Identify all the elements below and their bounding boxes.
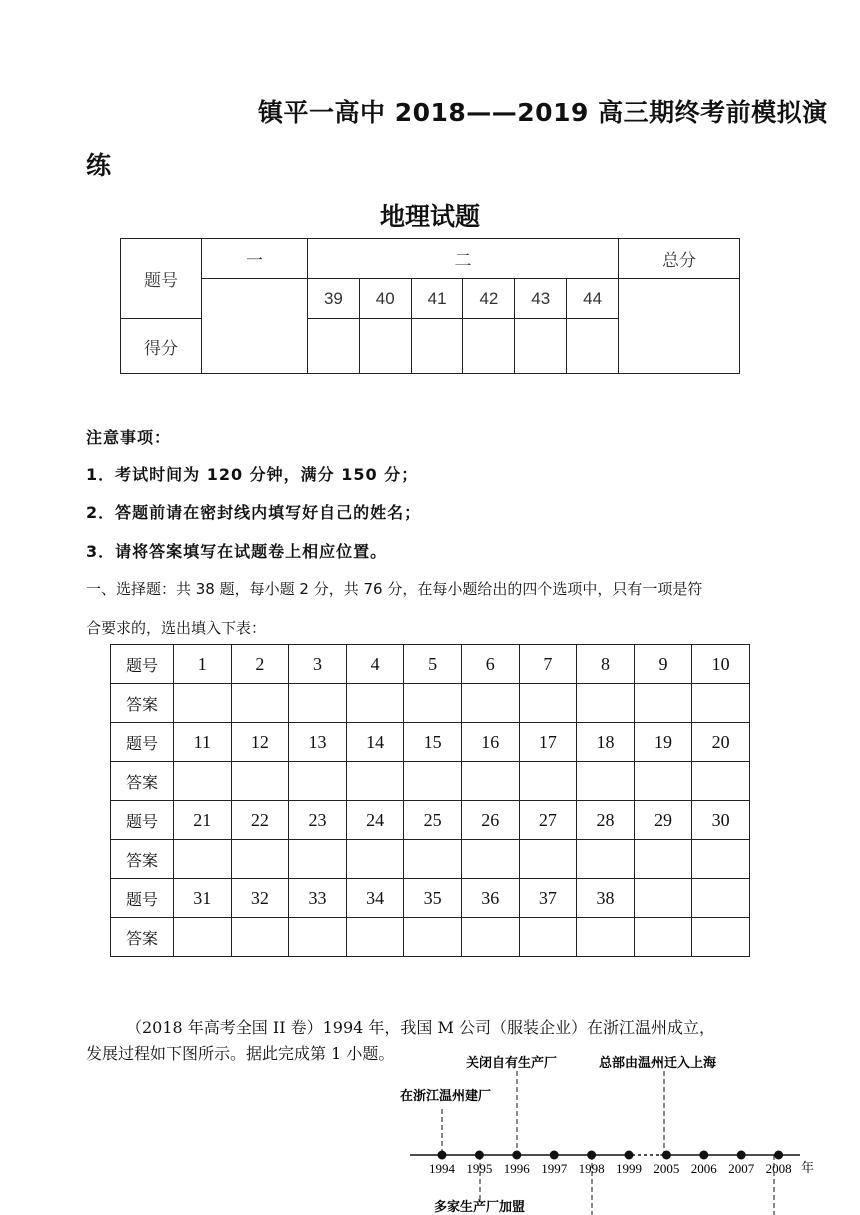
answer-cell (519, 918, 577, 957)
answer-table-question-number: 37 (519, 879, 577, 918)
score-table-q42: 42 (463, 279, 515, 319)
timeline-year-label: 1999 (616, 1161, 642, 1176)
answer-table-question-number: 18 (577, 723, 635, 762)
answer-table-question-number: 20 (692, 723, 750, 762)
timeline-point-2005 (662, 1151, 671, 1160)
timeline-point-2007 (737, 1151, 746, 1160)
answer-table-question-number: 16 (461, 723, 519, 762)
answer-cell (231, 762, 289, 801)
timeline-year-label: 1998 (578, 1161, 605, 1176)
timeline-year-label: 1995 (466, 1161, 493, 1176)
answer-table-answer-row (111, 684, 750, 723)
event-join: 多家生产厂加盟 (434, 1200, 526, 1215)
timeline-year-label: 1994 (429, 1161, 455, 1176)
score-cell-q41 (411, 319, 463, 374)
answer-cell (346, 840, 404, 879)
answer-table-question-number: 4 (346, 645, 404, 684)
timeline-year-label: 2006 (690, 1161, 717, 1176)
answer-table-question-label: 题号 (111, 801, 174, 840)
timeline-year-label: 2008 (765, 1161, 792, 1176)
answer-table-answer-row (111, 762, 750, 801)
answer-cell (174, 918, 232, 957)
score-cell-part1 (202, 279, 308, 374)
score-table (120, 238, 740, 374)
answer-cell (461, 762, 519, 801)
answer-cell (461, 840, 519, 879)
score-table-q39: 39 (308, 279, 360, 319)
answer-table-question-label: 题号 (111, 723, 174, 762)
answer-cell (577, 918, 635, 957)
answer-table-question-number: 12 (231, 723, 289, 762)
score-table-question-label: 题号 (121, 239, 202, 319)
answer-table-question-number: 17 (519, 723, 577, 762)
score-table-q41: 41 (411, 279, 463, 319)
answer-table-question-number: 10 (692, 645, 750, 684)
score-cell-q44 (567, 319, 619, 374)
answer-table-question-number: 3 (289, 645, 347, 684)
answer-table-question-number: 22 (231, 801, 289, 840)
score-table-q43: 43 (515, 279, 567, 319)
exam-title-line1: 镇平一高中 2018——2019 高三期终考前模拟演 (258, 98, 828, 127)
answer-table-question-number: 19 (634, 723, 692, 762)
score-cell-q40 (359, 319, 411, 374)
answer-cell (346, 684, 404, 723)
answer-cell (174, 684, 232, 723)
answer-table-answer-label: 答案 (111, 762, 174, 801)
timeline-year-label: 1996 (503, 1161, 530, 1176)
answer-table-question-number: 33 (289, 879, 347, 918)
answer-cell (404, 762, 462, 801)
exam-title-line2: 练 (86, 151, 112, 180)
answer-table-question-number: 28 (577, 801, 635, 840)
timeline-point-2006 (699, 1151, 708, 1160)
answer-cell (634, 918, 692, 957)
timeline-figure (390, 1045, 830, 1215)
answer-table-question-number (634, 879, 692, 918)
event-build-wenzhou: 在浙江温州建厂 (400, 1089, 492, 1104)
answer-cell (634, 762, 692, 801)
answer-table-question-number: 14 (346, 723, 404, 762)
timeline-year-label: 2005 (653, 1161, 680, 1176)
answer-cell (346, 918, 404, 957)
answer-cell (231, 684, 289, 723)
answer-table-question-number: 38 (577, 879, 635, 918)
answer-table-question-number: 32 (231, 879, 289, 918)
section1-instructions-line2: 合要求的，选出填入下表： (86, 619, 267, 637)
answer-table-question-number: 11 (174, 723, 232, 762)
answer-cell (519, 684, 577, 723)
answer-table-question-row (111, 645, 750, 684)
score-cell-total (619, 279, 740, 374)
score-table-q44: 44 (567, 279, 619, 319)
answer-table-question-number: 21 (174, 801, 232, 840)
answer-table-question-number: 25 (404, 801, 462, 840)
answer-table-question-number: 35 (404, 879, 462, 918)
answer-table-question-row (111, 801, 750, 840)
timeline-point-1997 (550, 1151, 559, 1160)
answer-cell (461, 684, 519, 723)
answer-cell (577, 684, 635, 723)
answer-table-question-number: 9 (634, 645, 692, 684)
answer-table-question-number: 26 (461, 801, 519, 840)
timeline-year-label: 1997 (541, 1161, 568, 1176)
answer-table-question-label: 题号 (111, 645, 174, 684)
answer-cell (577, 840, 635, 879)
answer-cell (174, 762, 232, 801)
answer-cell (231, 840, 289, 879)
answer-cell (404, 684, 462, 723)
answer-table-question-row (111, 723, 750, 762)
answer-table-question-number: 23 (289, 801, 347, 840)
answer-cell (692, 684, 750, 723)
note-item-3: 3．请将答案填写在试题卷上相应位置。 (86, 542, 388, 561)
section1-instructions-line1: 一、选择题：共 38 题，每小题 2 分，共 76 分，在每小题给出的四个选项中，只有一项是符 (86, 580, 703, 598)
answer-table-question-number: 24 (346, 801, 404, 840)
answer-cell (404, 840, 462, 879)
answer-cell (519, 840, 577, 879)
answer-table-question-number: 2 (231, 645, 289, 684)
note-item-2: 2．答题前请在密封线内填写好自己的姓名； (86, 503, 422, 522)
answer-table-question-number: 31 (174, 879, 232, 918)
answer-table-answer-label: 答案 (111, 918, 174, 957)
answer-table-question-number: 6 (461, 645, 519, 684)
answer-table-question-number: 13 (289, 723, 347, 762)
answer-table-answer-row (111, 918, 750, 957)
answer-cell (289, 918, 347, 957)
passage-line2: 发展过程如下图所示。据此完成第 1 小题。 (86, 1044, 395, 1063)
score-cell-q42 (463, 319, 515, 374)
answer-cell (461, 918, 519, 957)
answer-cell (289, 840, 347, 879)
score-table-q40: 40 (359, 279, 411, 319)
score-cell-q39 (308, 319, 360, 374)
answer-cell (692, 840, 750, 879)
answer-table-answer-label: 答案 (111, 684, 174, 723)
answer-cell (634, 840, 692, 879)
answer-cell (174, 840, 232, 879)
answer-table-question-number: 27 (519, 801, 577, 840)
score-cell-q43 (515, 319, 567, 374)
answer-cell (289, 762, 347, 801)
answer-table-question-number (692, 879, 750, 918)
timeline-point-2008 (774, 1151, 783, 1160)
note-item-1: 1．考试时间为 120 分钟，满分 150 分； (86, 465, 419, 484)
score-table-total: 总分 (619, 239, 740, 279)
exam-subtitle: 地理试题 (379, 202, 480, 231)
answer-cell (346, 762, 404, 801)
answer-cell (404, 918, 462, 957)
timeline-year-label: 2007 (728, 1161, 755, 1176)
answer-table-question-label: 题号 (111, 879, 174, 918)
answer-table-answer-label: 答案 (111, 840, 174, 879)
answer-cell (519, 762, 577, 801)
timeline-unit: 年 (801, 1160, 815, 1175)
answer-table-question-number: 34 (346, 879, 404, 918)
event-hq-move: 总部由温州迁入上海 (599, 1056, 717, 1071)
notes-heading: 注意事项： (86, 428, 172, 447)
answer-table-answer-row (111, 840, 750, 879)
answer-table-question-number: 5 (404, 645, 462, 684)
answer-cell (577, 762, 635, 801)
answer-cell (692, 918, 750, 957)
answer-table-question-number: 8 (577, 645, 635, 684)
event-close-own: 关闭自有生产厂 (466, 1056, 558, 1071)
passage-line1: （2018 年高考全国 II 卷）1994 年，我国 M 公司（服装企业）在浙江温州成立， (126, 1018, 715, 1037)
answer-table-question-number: 29 (634, 801, 692, 840)
answer-table-question-number: 1 (174, 645, 232, 684)
answer-table (110, 644, 750, 957)
timeline-point-1995 (475, 1151, 484, 1160)
answer-table-question-number: 7 (519, 645, 577, 684)
score-table-part1: 一 (202, 239, 308, 279)
score-table-score-label: 得分 (121, 319, 202, 374)
answer-cell (634, 684, 692, 723)
answer-table-question-number: 30 (692, 801, 750, 840)
answer-cell (289, 684, 347, 723)
timeline-point-1999 (625, 1151, 634, 1160)
score-table-part2: 二 (308, 239, 619, 279)
answer-table-question-row (111, 879, 750, 918)
answer-table-question-number: 36 (461, 879, 519, 918)
answer-cell (692, 762, 750, 801)
answer-table-question-number: 15 (404, 723, 462, 762)
answer-cell (231, 918, 289, 957)
